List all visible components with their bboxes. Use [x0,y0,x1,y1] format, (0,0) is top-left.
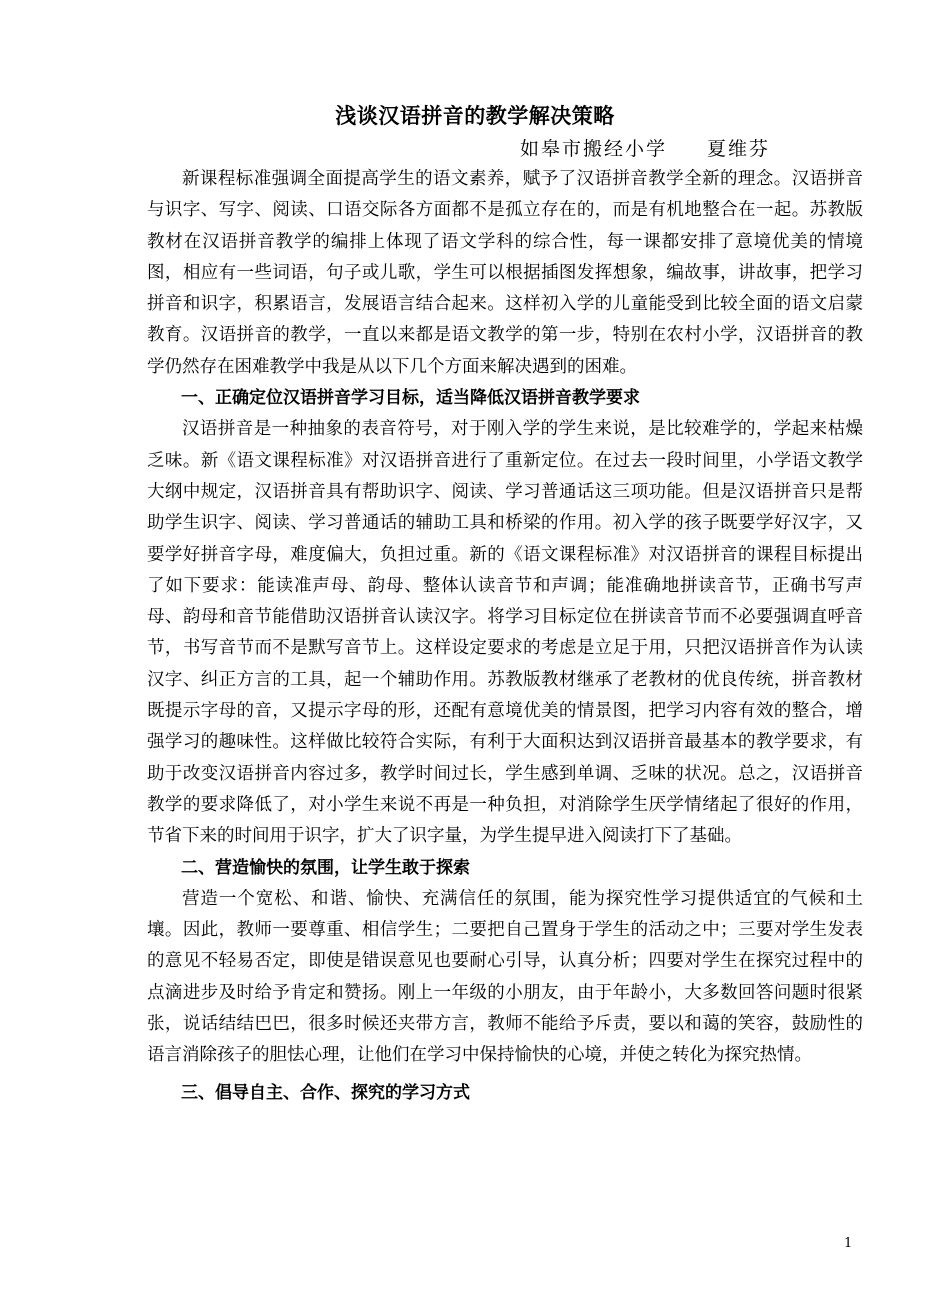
page-number: 1 [844,1236,853,1251]
document-title: 浅谈汉语拼音的教学解决策略 [335,103,615,128]
document-body [147,164,863,1109]
section-heading-3: 三、倡导自主、合作、探究的学习方式 [181,1082,470,1103]
author-name: 夏维芬 [707,138,771,160]
paragraph-section-2: 营造一个宽松、和谐、愉快、充满信任的氛围，能为探究性学习提供适宜的气候和土壤。因此，教师一要尊重、相信学生；二要把自己置身于学生的活动之中；三要对学生发表的意见不轻易否定，即使是错误意见也要耐心引导，认真分析；四要对学生在探究过程中的点滴进步及时给予肯定和赞扬。刚上一年级的小朋友，由于年龄小，大多数回答问题时很紧张，说话结结巴巴，很多时候还夹带方言，教师不能给予斥责，要以和蔼的笑容，鼓励性的语言消除孩子的胆怯心理，让他们在学习中保持愉快的心境，并使之转化为探究热情。 [147,888,863,1066]
school-name: 如皋市搬经小学 [520,138,668,160]
paragraph-section-1: 汉语拼音是一种抽象的表音符号，对于刚入学的学生来说，是比较难学的，学起来枯燥乏味。新《语文课程标准》对汉语拼音进行了重新定位。在过去一段时间里，小学语文教学大纲中规定，汉语拼音具有帮助识字、阅读、学习普通话这三项功能。但是汉语拼音只是帮助学生识字、阅读、学习普通话的辅助工具和桥梁的作用。初入学的孩子既要学好汉字，又要学好拼音字母，难度偏大，负担过重。新的《语文课程标准》对汉语拼音的课程目标提出了如下要求：能读准声母、韵母、整体认读音节和声调；能准确地拼读音节，正确书写声母、韵母和音节能借助汉语拼音认读汉字。将学习目标定位在拼读音节而不必要强调直呼音节，书写音节而不是默写音节上。这样设定要求的考虑是立足于用，只把汉语拼音作为认读汉字、纠正方言的工具，起一个辅助作用。苏教版教材继承了老教材的优良传统，拼音教材既提示字母的音，又提示字母的形，还配有意境优美的情景图，把学习内容有效的整合，增强学习的趣味性。这样做比较符合实际，有利于大面积达到汉语拼音最基本的教学要求，有助于改变汉语拼音内容过多，教学时间过长，学生感到单调、乏味的状况。总之，汉语拼音教学的要求降低了，对小学生来说不再是一种负担，对消除学生厌学情绪起了很好的作用，节省下来的时间用于识字，扩大了识字量，为学生提早进入阅读打下了基础。 [147,419,863,847]
section-heading-1: 一、正确定位汉语拼音学习目标，适当降低汉语拼音教学要求 [181,388,640,409]
author-line [520,134,770,161]
section-heading-2: 二、营造愉快的氛围，让学生敢于探索 [181,857,470,878]
paragraph-intro: 新课程标准强调全面提高学生的语文素养，赋予了汉语拼音教学全新的理念。汉语拼音与识字、写字、阅读、口语交际各方面都不是孤立存在的，而是有机地整合在一起。苏教版教材在汉语拼音教学的编排上体现了语文学科的综合性，每一课都安排了意境优美的情境图，相应有一些词语，句子或儿歌，学生可以根据插图发挥想象，编故事，讲故事，把学习拼音和识字，积累语言，发展语言结合起来。这样初入学的儿童能受到比较全面的语文启蒙教育。汉语拼音的教学，一直以来都是语文教学的第一步，特别在农村小学，汉语拼音的教学仍然存在困难教学中我是从以下几个方面来解决遇到的困难。 [147,169,863,377]
